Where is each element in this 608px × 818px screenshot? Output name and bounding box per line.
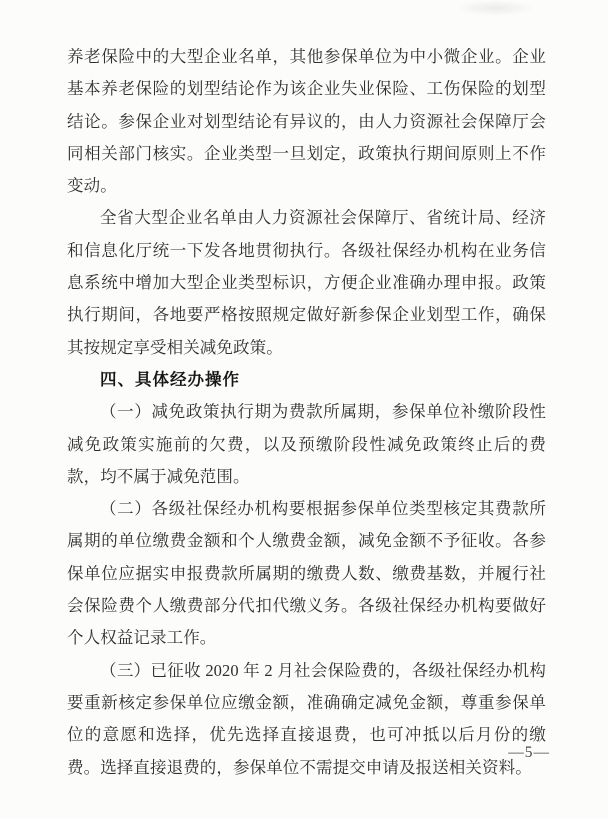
page-number: —5— <box>508 744 550 761</box>
document-body <box>67 41 546 784</box>
scan-artifact <box>455 0 535 16</box>
section-heading: 四、具体经办操作 <box>100 370 240 389</box>
section-paragraph-1: （一）减免政策执行期为费款所属期，参保单位补缴阶段性减免政策实施前的欠费，以及预缴阶段性减免政策终止后的费款，均不属于减免范围。 <box>67 402 546 486</box>
section-paragraph-2: （二）各级社保经办机构要根据参保单位类型核定其费款所属期的单位缴费金额和个人缴费金额，减免金额不予征收。各参保单位应据实申报费款所属期的缴费人数、缴费基数，并履行社会保险费个人缴费部分代扣代缴义务。各级社保经办机构要做好个人权益记录工作。 <box>67 499 546 648</box>
body-paragraph: 全省大型企业名单由人力资源社会保障厅、省统计局、经济和信息化厅统一下发各地贯彻执行。各级社保经办机构在业务信息系统中增加大型企业类型标识，方便企业准确办理申报。政策执行期间，各地要严格按照规定做好新参保企业划型工作，确保其按规定享受相关减免政策。 <box>67 208 546 357</box>
body-paragraph-continuation: 养老保险中的大型企业名单，其他参保单位为中小微企业。企业基本养老保险的划型结论作为该企业失业保险、工伤保险的划型结论。参保企业对划型结论有异议的，由人力资源社会保障厅会同相关部门核实。企业类型一旦划定，政策执行期间原则上不作变动。 <box>67 47 546 196</box>
section-paragraph-3: （三）已征收 2020 年 2 月社会保险费的，各级社保经办机构要重新核定参保单位应缴金额，准确确定减免金额，尊重参保单位的意愿和选择，优先选择直接退费，也可冲抵以后月份的缴费。选择直接退费的，参保单位不需提交申请及报送相关资料。 <box>67 660 546 777</box>
